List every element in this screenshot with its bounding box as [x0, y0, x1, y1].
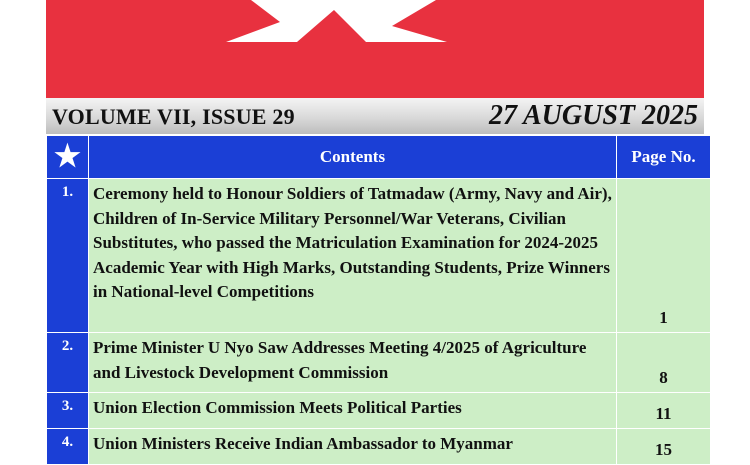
- contents-header-row: [47, 136, 711, 179]
- article-title[interactable]: Ceremony held to Honour Soldiers of Tatmadaw (Army, Navy and Air), Children of In-Service Military Personnel/War Veterans, Civilian Substitutes, who passed the Matriculation Examination for 2024-2025 Academic Year with High Marks, Outstanding Students, Prize Winners in National-level Competitions: [89, 179, 617, 333]
- page-number: 11: [617, 393, 711, 429]
- contents-row[interactable]: [47, 393, 711, 429]
- issue-date: 27 AUGUST 2025: [489, 100, 698, 131]
- star-icon: ★: [47, 136, 89, 179]
- row-number: 3.: [47, 393, 89, 429]
- contents-row[interactable]: [47, 179, 711, 333]
- page-number: 15: [617, 429, 711, 465]
- issue-bar: [46, 98, 704, 134]
- row-number: 1.: [47, 179, 89, 333]
- article-title[interactable]: Union Ministers Receive Indian Ambassador to Myanmar: [89, 429, 617, 465]
- article-title[interactable]: Prime Minister U Nyo Saw Addresses Meeting 4/2025 of Agriculture and Livestock Development Commission: [89, 333, 617, 393]
- page-number: 8: [617, 333, 711, 393]
- white-star-icon: [46, 0, 704, 98]
- row-number: 2.: [47, 333, 89, 393]
- contents-row[interactable]: [47, 333, 711, 393]
- cover-banner: [46, 0, 704, 98]
- page-no-heading: Page No.: [617, 136, 711, 179]
- contents-row[interactable]: [47, 429, 711, 465]
- volume-issue: VOLUME VII, ISSUE 29: [52, 104, 295, 129]
- article-title[interactable]: Union Election Commission Meets Political Parties: [89, 393, 617, 429]
- page-number: 1: [617, 179, 711, 333]
- row-number: 4.: [47, 429, 89, 465]
- contents-table: [46, 135, 711, 465]
- contents-heading: Contents: [89, 136, 617, 179]
